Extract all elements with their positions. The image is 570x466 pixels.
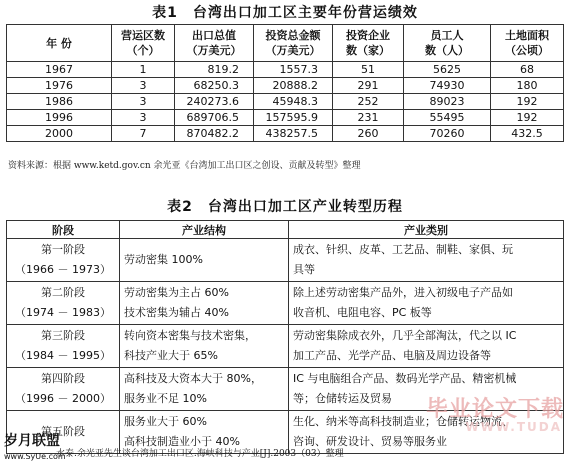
zones-cell: 3 — [112, 110, 175, 126]
export-cell: 819.2 — [175, 62, 254, 78]
zones-cell: 1 — [112, 62, 175, 78]
stage-cell: 第三阶段 （1984 － 1995） — [7, 325, 120, 368]
category-cell: 成衣、针织、皮革、工艺品、制鞋、家俱、玩 具等 — [289, 239, 564, 282]
investment-cell: 1557.3 — [254, 62, 333, 78]
table-row — [7, 126, 564, 142]
table1-header-row — [7, 25, 564, 62]
table-row — [7, 325, 564, 368]
zones-cell: 3 — [112, 78, 175, 94]
firms-cell: 252 — [333, 94, 404, 110]
structure-cell: 高科技及大资本大于 80%， 服务业不足 10% — [120, 368, 289, 411]
land-cell: 192 — [491, 110, 564, 126]
firms-cell: 260 — [333, 126, 404, 142]
table1-header: 土地面积 （公顷） — [491, 25, 564, 62]
table1-source-note: 资料来源：根据 www.ketd.gov.cn 余光亚《台湾加工出口区之创设、贡献及转型》整理 — [8, 161, 361, 171]
export-cell: 689706.5 — [175, 110, 254, 126]
table1-header: 营运区数 （个） — [112, 25, 175, 62]
table2-header: 产业类别 — [289, 221, 564, 239]
table2-header: 产业结构 — [120, 221, 289, 239]
category-cell: IC 与电脑组合产品、数码光学产品、精密机械 等；仓储转运及贸易 — [289, 368, 564, 411]
employees-cell: 55495 — [404, 110, 491, 126]
watermark-text: 毕业论文下载 — [425, 397, 564, 422]
table-row — [7, 239, 564, 282]
investment-cell: 20888.2 — [254, 78, 333, 94]
investment-cell: 438257.5 — [254, 126, 333, 142]
watermark-url: WWW.TUDA — [465, 420, 562, 434]
year-cell: 2000 — [7, 126, 112, 142]
table-row — [7, 110, 564, 126]
land-cell: 192 — [491, 94, 564, 110]
table-row — [7, 94, 564, 110]
year-cell: 1976 — [7, 78, 112, 94]
firms-cell: 231 — [333, 110, 404, 126]
stage-cell: 第五阶段 — [7, 411, 120, 454]
stage-cell: 第一阶段 （1966 － 1973） — [7, 239, 120, 282]
employees-cell: 5625 — [404, 62, 491, 78]
year-cell: 1996 — [7, 110, 112, 126]
structure-cell: 转向资本密集与技术密集， 科技产业大于 65% — [120, 325, 289, 368]
table-row — [7, 62, 564, 78]
table2-header-row — [7, 221, 564, 239]
site-logo-url: www.SyUe.com — [4, 452, 66, 461]
land-cell: 180 — [491, 78, 564, 94]
land-cell: 68 — [491, 62, 564, 78]
category-cell: 生化、纳米等高科技制造业；仓储转运物流、 咨询、研发设计、贸易等服务业 — [289, 411, 564, 454]
year-cell: 1967 — [7, 62, 112, 78]
table1-header: 员工人 数（人） — [404, 25, 491, 62]
investment-cell: 45948.3 — [254, 94, 333, 110]
export-cell: 240273.6 — [175, 94, 254, 110]
investment-cell: 157595.9 — [254, 110, 333, 126]
table1-header: 投资总金额 （万美元） — [254, 25, 333, 62]
table1-title: 表1 台湾出口加工区主要年份营运绩效 — [152, 5, 418, 21]
zones-cell: 7 — [112, 126, 175, 142]
stage-cell: 第二阶段 （1974 － 1983） — [7, 282, 120, 325]
employees-cell: 74930 — [404, 78, 491, 94]
firms-cell: 51 — [333, 62, 404, 78]
zones-cell: 3 — [112, 94, 175, 110]
table1-header: 出口总值 （万美元） — [175, 25, 254, 62]
operations-table — [6, 24, 564, 142]
site-logo-text: 岁月联盟 — [4, 433, 60, 449]
table2-title: 表2 台湾出口加工区产业转型历程 — [167, 199, 403, 215]
firms-cell: 291 — [333, 78, 404, 94]
stage-cell: 第四阶段 （1996 － 2000） — [7, 368, 120, 411]
category-cell: 劳动密集除成衣外，几乎全部淘汰，代之以 IC 加工产品、光学产品、电脑及周边设备等 — [289, 325, 564, 368]
table2-header: 阶段 — [7, 221, 120, 239]
structure-cell: 服务业大于 60% 高科技制造业小于 40% — [120, 411, 289, 454]
table2-source-note: 水泰.余光亚先生谈台湾加工出口区.海峡科技与产业[J].2003（03）整理 — [56, 449, 344, 459]
employees-cell: 70260 — [404, 126, 491, 142]
export-cell: 870482.2 — [175, 126, 254, 142]
year-cell: 1986 — [7, 94, 112, 110]
table1-header: 年 份 — [7, 25, 112, 62]
structure-cell: 劳动密集为主占 60% 技术密集为辅占 40% — [120, 282, 289, 325]
table-row — [7, 78, 564, 94]
employees-cell: 89023 — [404, 94, 491, 110]
structure-cell: 劳动密集 100% — [120, 239, 289, 282]
category-cell: 除上述劳动密集产品外，进入初级电子产品如 收音机、电阻电容、PC 板等 — [289, 282, 564, 325]
table1-header: 投资企业 数（家） — [333, 25, 404, 62]
land-cell: 432.5 — [491, 126, 564, 142]
table-row — [7, 282, 564, 325]
export-cell: 68250.3 — [175, 78, 254, 94]
